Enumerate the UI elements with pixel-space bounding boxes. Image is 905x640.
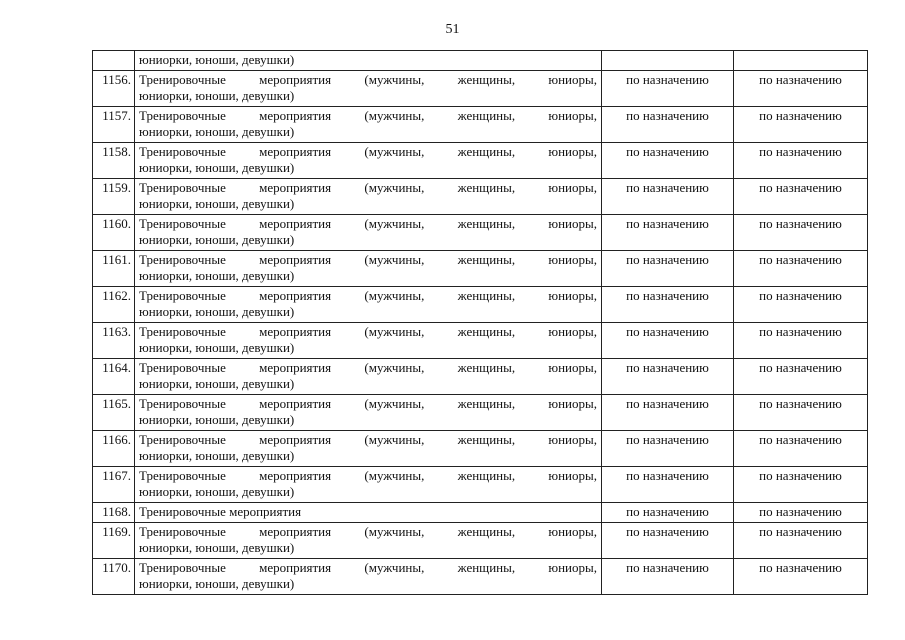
table-row: [93, 107, 868, 143]
cell-name: [135, 503, 602, 523]
name-word: мероприятия: [259, 432, 332, 447]
name-line-2: юниорки, юноши, девушки): [139, 232, 295, 247]
name-word: юниоры,: [548, 252, 597, 267]
cell-col-b: по назначению: [734, 395, 868, 431]
cell-col-a: по назначению: [602, 323, 734, 359]
name-word: юниоры,: [548, 560, 597, 575]
name-word: (мужчины,: [364, 396, 425, 411]
name-word: (мужчины,: [364, 216, 425, 231]
cell-col-b: по назначению: [734, 143, 868, 179]
name-word: женщины,: [457, 288, 516, 303]
name-word: Тренировочные: [139, 324, 226, 339]
name-line-1: [139, 524, 597, 540]
name-word: мероприятия: [259, 108, 332, 123]
name-word: юниоры,: [548, 216, 597, 231]
name-word: юниоры,: [548, 288, 597, 303]
name-line-2: юниорки, юноши, девушки): [139, 196, 295, 211]
name-word: Тренировочные: [139, 396, 226, 411]
cell-number: 1163.: [93, 323, 135, 359]
name-line-1: [139, 560, 597, 576]
name-word: (мужчины,: [364, 468, 425, 483]
name-word: женщины,: [457, 432, 516, 447]
name-line-1: [139, 396, 597, 412]
table-row: [93, 523, 868, 559]
name-line-1: [139, 504, 597, 520]
cell-name: [135, 251, 602, 287]
table-row: [93, 287, 868, 323]
table-row: [93, 559, 868, 595]
name-word: женщины,: [457, 144, 516, 159]
name-word: женщины,: [457, 252, 516, 267]
cell-name: [135, 559, 602, 595]
name-word: (мужчины,: [364, 72, 425, 87]
name-line-2: юниорки, юноши, девушки): [139, 412, 295, 427]
cell-col-a: по назначению: [602, 503, 734, 523]
name-word: Тренировочные: [139, 360, 226, 375]
name-word: (мужчины,: [364, 144, 425, 159]
name-word: юниоры,: [548, 396, 597, 411]
name-word: женщины,: [457, 468, 516, 483]
cell-number: 1166.: [93, 431, 135, 467]
name-word: мероприятия: [259, 180, 332, 195]
cell-number: 1156.: [93, 71, 135, 107]
name-word: Тренировочные: [139, 288, 226, 303]
cell-number: 1169.: [93, 523, 135, 559]
name-word: мероприятия: [259, 216, 332, 231]
cell-name: [135, 107, 602, 143]
name-word: юниоры,: [548, 324, 597, 339]
name-line-1: [139, 288, 597, 304]
name-line-1: [139, 180, 597, 196]
cell-col-a: по назначению: [602, 179, 734, 215]
cell-col-b: по назначению: [734, 107, 868, 143]
cell-col-a: по назначению: [602, 107, 734, 143]
cell-col-b: по назначению: [734, 559, 868, 595]
name-line-2: юниорки, юноши, девушки): [139, 448, 295, 463]
name-line-2: юниорки, юноши, девушки): [139, 540, 295, 555]
name-word: мероприятия: [259, 72, 332, 87]
cell-name: [135, 359, 602, 395]
name-word: юниоры,: [548, 108, 597, 123]
cell-col-a: по назначению: [602, 395, 734, 431]
table-row: [93, 215, 868, 251]
cell-col-a: по назначению: [602, 287, 734, 323]
name-word: (мужчины,: [364, 180, 425, 195]
cell-number: 1161.: [93, 251, 135, 287]
cell-col-b: по назначению: [734, 71, 868, 107]
name-word: юниоры,: [548, 72, 597, 87]
table-row: [93, 143, 868, 179]
cell-col-a: по назначению: [602, 359, 734, 395]
table-row: [93, 359, 868, 395]
cell-name: [135, 179, 602, 215]
cell-col-b: по назначению: [734, 251, 868, 287]
name-word: юниоры,: [548, 468, 597, 483]
name-word: Тренировочные: [139, 180, 226, 195]
name-word: мероприятия: [259, 560, 332, 575]
name-word: женщины,: [457, 396, 516, 411]
page-number: 51: [445, 22, 460, 37]
name-line-1: [139, 468, 597, 484]
cell-number: 1158.: [93, 143, 135, 179]
name-word: мероприятия: [259, 252, 332, 267]
cell-col-a: по назначению: [602, 251, 734, 287]
name-word: юниоры,: [548, 524, 597, 539]
name-word: (мужчины,: [364, 252, 425, 267]
name-word: мероприятия: [259, 396, 332, 411]
name-word: Тренировочные: [139, 216, 226, 231]
events-table: [92, 50, 868, 595]
name-word: (мужчины,: [364, 288, 425, 303]
cell-number: 1157.: [93, 107, 135, 143]
name-line-1: [139, 216, 597, 232]
name-word: Тренировочные: [139, 72, 226, 87]
name-word: женщины,: [457, 108, 516, 123]
table-row: [93, 467, 868, 503]
cell-number: 1159.: [93, 179, 135, 215]
name-line-1: [139, 144, 597, 160]
cell-name: [135, 287, 602, 323]
name-word: Тренировочные: [139, 468, 226, 483]
name-word: (мужчины,: [364, 432, 425, 447]
name-line-1: [139, 252, 597, 268]
name-line-1: [139, 432, 597, 448]
cell-name: [135, 395, 602, 431]
cell-number: [93, 51, 135, 71]
table-row: [93, 431, 868, 467]
name-word: мероприятия: [259, 288, 332, 303]
name-word: (мужчины,: [364, 560, 425, 575]
name-word: юниоры,: [548, 180, 597, 195]
cell-col-b: по назначению: [734, 359, 868, 395]
name-line-2: юниорки, юноши, девушки): [139, 124, 295, 139]
cell-col-a: по назначению: [602, 523, 734, 559]
table-row: [93, 179, 868, 215]
table-row: [93, 503, 868, 523]
name-line-2: юниорки, юноши, девушки): [139, 88, 295, 103]
cell-name: юниорки, юноши, девушки): [135, 51, 602, 71]
table-row: [93, 323, 868, 359]
name-word: юниоры,: [548, 360, 597, 375]
name-line-2: юниорки, юноши, девушки): [139, 304, 295, 319]
cell-col-b: по назначению: [734, 323, 868, 359]
name-word: Тренировочные: [139, 144, 226, 159]
table-body: [93, 51, 868, 595]
name-word: мероприятия: [259, 324, 332, 339]
name-word: мероприятия: [259, 144, 332, 159]
name-word: юниоры,: [548, 144, 597, 159]
cell-col-b: по назначению: [734, 467, 868, 503]
cell-col-a: по назначению: [602, 559, 734, 595]
name-line-2: юниорки, юноши, девушки): [139, 160, 295, 175]
cell-number: 1168.: [93, 503, 135, 523]
cell-number: 1170.: [93, 559, 135, 595]
cell-col-b: по назначению: [734, 431, 868, 467]
name-word: женщины,: [457, 324, 516, 339]
name-line-2: юниорки, юноши, девушки): [139, 340, 295, 355]
name-line-1: [139, 72, 597, 88]
cell-name: [135, 71, 602, 107]
name-word: Тренировочные: [139, 560, 226, 575]
cell-col-b: [734, 51, 868, 71]
cell-name: [135, 143, 602, 179]
table-row-continuation: [93, 51, 868, 71]
cell-name: [135, 215, 602, 251]
cell-name: [135, 523, 602, 559]
name-word: юниоры,: [548, 432, 597, 447]
cell-col-a: [602, 51, 734, 71]
cell-col-b: по назначению: [734, 215, 868, 251]
table-row: [93, 251, 868, 287]
name-word: мероприятия: [259, 468, 332, 483]
cell-number: 1162.: [93, 287, 135, 323]
cell-number: 1165.: [93, 395, 135, 431]
cell-col-b: по назначению: [734, 503, 868, 523]
name-line-2: юниорки, юноши, девушки): [139, 484, 295, 499]
name-word: женщины,: [457, 216, 516, 231]
name-word: мероприятия: [259, 360, 332, 375]
name-line-1: [139, 108, 597, 124]
name-word: (мужчины,: [364, 360, 425, 375]
cell-name: [135, 431, 602, 467]
name-word: женщины,: [457, 524, 516, 539]
name-line-2: юниорки, юноши, девушки): [139, 268, 295, 283]
name-line-1: [139, 360, 597, 376]
cell-number: 1160.: [93, 215, 135, 251]
name-word: женщины,: [457, 72, 516, 87]
name-word: Тренировочные мероприятия: [139, 504, 302, 519]
cell-col-b: по назначению: [734, 523, 868, 559]
cell-name: [135, 323, 602, 359]
name-word: Тренировочные: [139, 252, 226, 267]
cell-col-b: по назначению: [734, 179, 868, 215]
cell-name: [135, 467, 602, 503]
name-word: (мужчины,: [364, 524, 425, 539]
name-word: Тренировочные: [139, 432, 226, 447]
cell-number: 1167.: [93, 467, 135, 503]
name-word: мероприятия: [259, 524, 332, 539]
name-line-2: юниорки, юноши, девушки): [139, 576, 295, 591]
name-line-2: юниорки, юноши, девушки): [139, 376, 295, 391]
table-row: [93, 395, 868, 431]
cell-col-a: по назначению: [602, 215, 734, 251]
name-word: (мужчины,: [364, 324, 425, 339]
table-row: [93, 71, 868, 107]
cell-col-a: по назначению: [602, 431, 734, 467]
name-word: (мужчины,: [364, 108, 425, 123]
name-word: женщины,: [457, 360, 516, 375]
name-word: женщины,: [457, 180, 516, 195]
cell-col-a: по назначению: [602, 467, 734, 503]
cell-col-a: по назначению: [602, 71, 734, 107]
name-word: Тренировочные: [139, 108, 226, 123]
cell-number: 1164.: [93, 359, 135, 395]
cell-col-b: по назначению: [734, 287, 868, 323]
name-line-1: [139, 324, 597, 340]
name-word: Тренировочные: [139, 524, 226, 539]
name-word: женщины,: [457, 560, 516, 575]
cell-col-a: по назначению: [602, 143, 734, 179]
